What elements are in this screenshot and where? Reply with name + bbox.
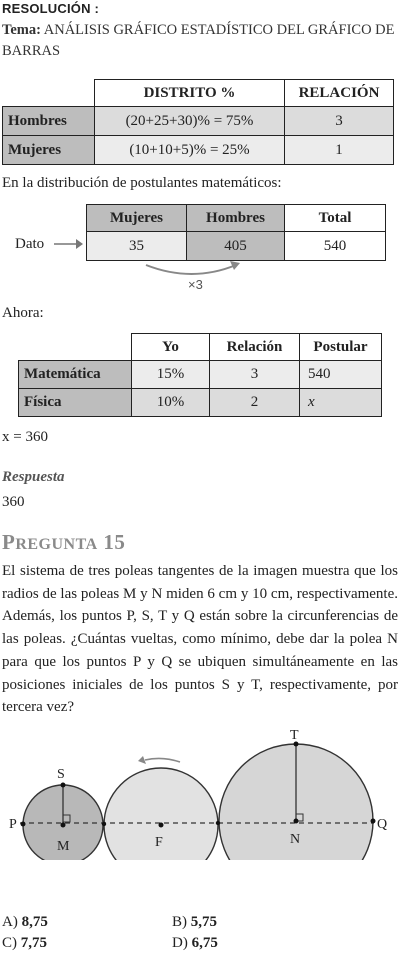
respuesta-value: 360	[2, 494, 25, 510]
table-row	[3, 107, 394, 136]
question-statement: El sistema de tres poleas tangentes de la imagen muestra que los radios de las poleas M y N miden 6 cm y 10 cm, respectivamente. Además, los puntos P, S, T y Q están sobre la circunferencias de las poleas. ¿Cuántas vueltas, como mínimo, debe dar la polea N para que los puntos P y Q se ubiquen simultáneamente en las posiciones iniciales de los puntos S y T, respectivamente, por tercera vez?	[2, 563, 398, 716]
option-c-letter: C)	[2, 935, 17, 951]
point-m	[61, 823, 66, 828]
table3-empty-cell	[19, 334, 132, 361]
table-row	[87, 232, 386, 261]
option-a-value: 8,75	[21, 914, 48, 930]
option-b[interactable]	[172, 914, 217, 931]
tema-label: Tema:	[2, 22, 41, 38]
row-label-matematica: Matemática	[19, 361, 132, 389]
label-s: S	[57, 767, 65, 782]
table3-header-relacion: Relación	[210, 334, 300, 361]
relacion-hombres: 3	[285, 107, 394, 136]
row-label-fisica: Física	[19, 389, 132, 417]
table-row	[19, 361, 382, 389]
table2-header-total: Total	[285, 205, 386, 232]
label-q: Q	[377, 817, 388, 832]
ahora-text: Ahora:	[2, 305, 44, 321]
option-c[interactable]	[2, 935, 47, 952]
point-f	[159, 823, 164, 828]
value-mujeres: 35	[87, 232, 187, 261]
respuesta-label: Respuesta	[2, 469, 65, 485]
tangent-point-1	[102, 822, 106, 826]
option-d[interactable]	[172, 935, 218, 952]
label-n: N	[290, 832, 301, 847]
postular-table	[18, 333, 382, 417]
point-n	[294, 819, 299, 824]
row-label-mujeres: Mujeres	[3, 136, 95, 165]
label-p: P	[9, 817, 17, 832]
resolucion-heading: RESOLUCIÓN :	[2, 1, 100, 16]
table1-empty-cell	[3, 80, 95, 107]
point-q	[371, 819, 376, 824]
option-a-letter: A)	[2, 914, 18, 930]
option-b-value: 5,75	[190, 914, 217, 930]
pregunta-word: REGUNTA	[15, 536, 98, 553]
value-hombres: 405	[187, 232, 285, 261]
distrito-mujeres: (10+10+5)% = 25%	[95, 136, 285, 165]
tangent-point-2	[216, 821, 220, 825]
dato-label: Dato	[15, 236, 45, 252]
arrow-right-icon	[52, 237, 84, 251]
option-c-value: 7,75	[20, 935, 47, 951]
pregunta-number: 15	[103, 530, 126, 554]
yo-fisica: 10%	[132, 389, 210, 417]
table1-header-relacion: RELACIÓN	[285, 80, 394, 107]
relacion-fisica: 2	[210, 389, 300, 417]
yo-matematica: 15%	[132, 361, 210, 389]
distrito-table	[2, 79, 394, 165]
label-m: M	[57, 839, 70, 854]
tema-line	[2, 20, 398, 62]
table3-header-postular: Postular	[300, 334, 382, 361]
point-s	[61, 783, 66, 788]
relacion-mujeres: 1	[285, 136, 394, 165]
table1-header-distrito: DISTRITO %	[95, 80, 285, 107]
label-t: T	[290, 728, 299, 743]
tema-text: ANÁLISIS GRÁFICO ESTADÍSTICO DEL GRÁFICO DE BARRAS	[2, 22, 395, 59]
option-d-letter: D)	[172, 935, 188, 951]
rotation-arrow-icon	[138, 756, 180, 764]
table3-header-yo: Yo	[132, 334, 210, 361]
point-p	[21, 822, 26, 827]
label-f: F	[155, 835, 163, 850]
multiplier-label: ×3	[188, 277, 203, 292]
value-total: 540	[285, 232, 386, 261]
pulley-diagram	[0, 700, 400, 860]
pregunta-heading	[2, 530, 125, 555]
distrito-hombres: (20+25+30)% = 75%	[95, 107, 285, 136]
option-a[interactable]	[2, 914, 48, 931]
table-row	[19, 389, 382, 417]
row-label-hombres: Hombres	[3, 107, 95, 136]
table-row	[3, 136, 394, 165]
postulantes-table	[86, 204, 386, 261]
relacion-matematica: 3	[210, 361, 300, 389]
table2-header-hombres: Hombres	[187, 205, 285, 232]
postular-matematica: 540	[300, 361, 382, 389]
option-b-letter: B)	[172, 914, 187, 930]
intro-text: En la distribución de postulantes matemáticos:	[2, 175, 282, 191]
result-line: x = 360	[2, 429, 48, 445]
option-d-value: 6,75	[191, 935, 218, 951]
table2-header-mujeres: Mujeres	[87, 205, 187, 232]
postular-fisica: x	[300, 389, 382, 417]
pregunta-first-letter: P	[2, 530, 16, 554]
